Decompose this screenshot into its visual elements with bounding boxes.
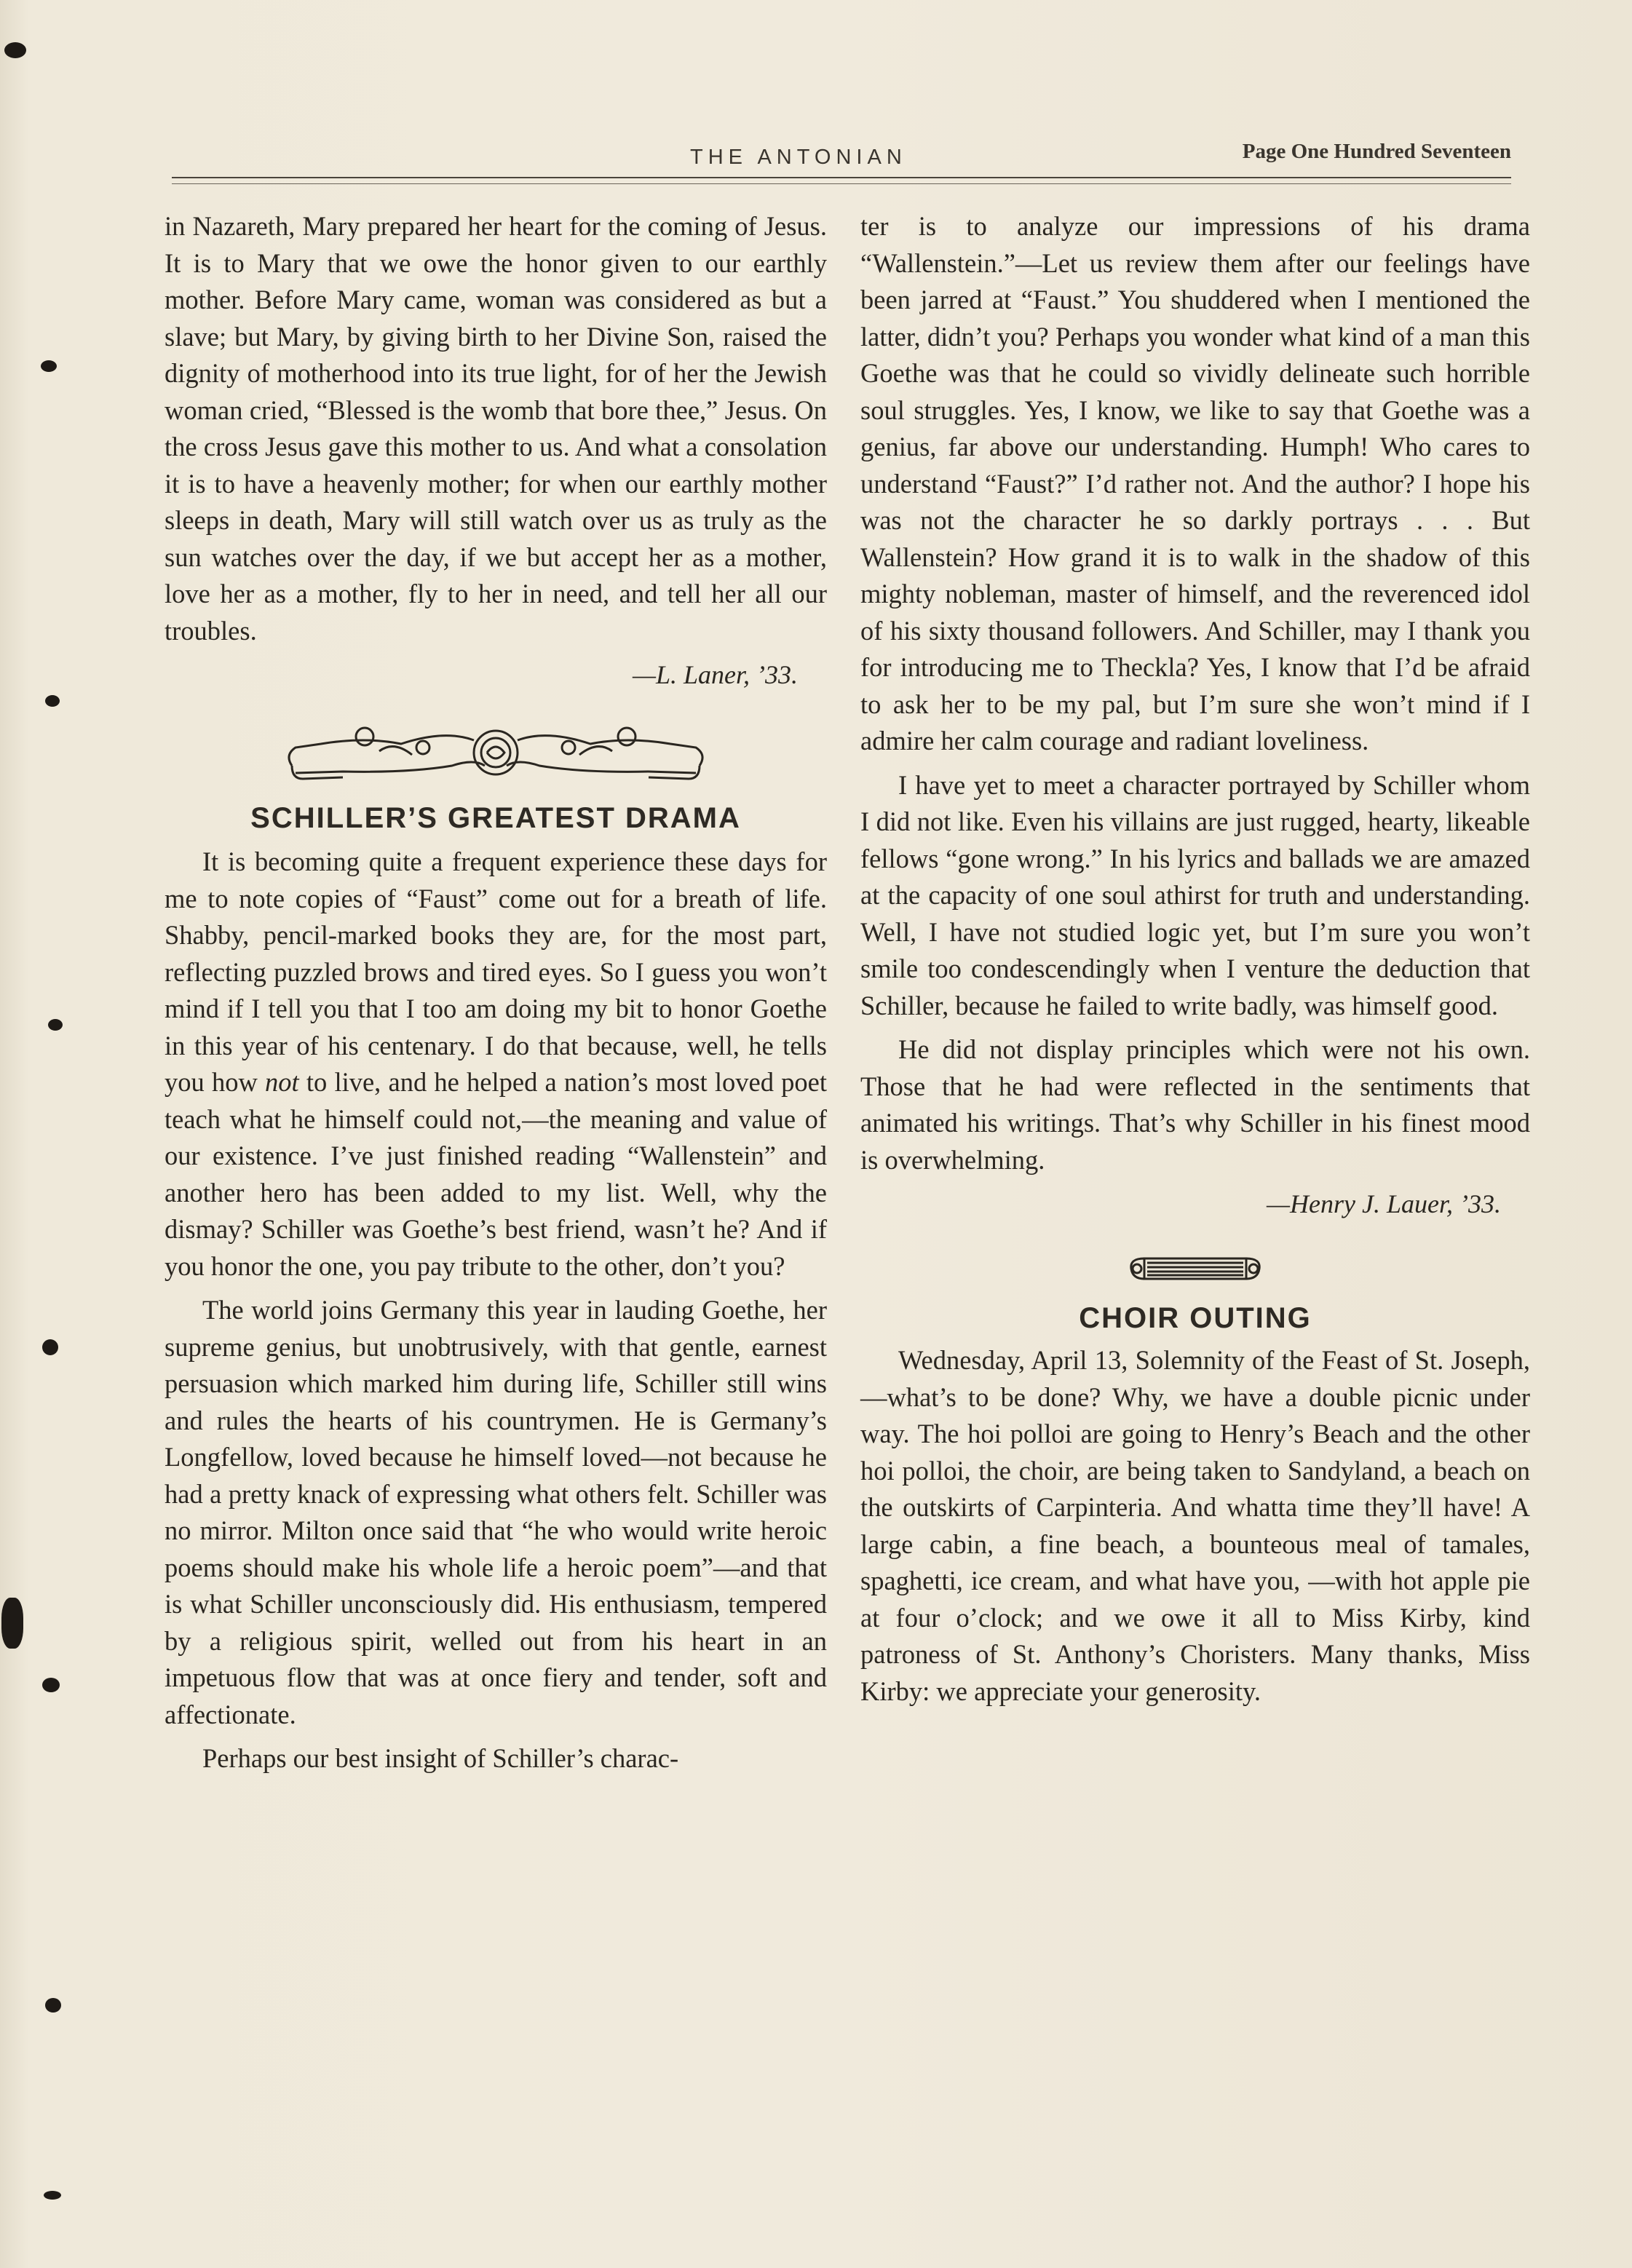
edge-mark xyxy=(45,1998,61,2013)
schiller-paragraph-3-start: Perhaps our best insight of Schiller’s charac- xyxy=(202,1743,679,1773)
intro-signature: —L. Laner, ’33. xyxy=(632,660,798,689)
left-column xyxy=(165,208,827,1777)
running-header xyxy=(172,137,1511,181)
schiller-paragraph-3-continued: ter is to analyze our impressions of his drama “Wallenstein.”—Let us review them after our feelings have been jarred at “Faust.” You shuddered when I mentioned the latter, didn’t you? Perhaps you wonder what kind of a man this Goethe was that he could so vividly delineate such horrible soul struggles. Yes, I know, we like to say that Goethe was a genius, far above our understanding. Humph! Who cares to understand “Faust?” I’d rather not. And the author? I hope his was not the character he so darkly portrays . . . But Wallenstein? How grand it is to walk in the shadow of this mighty nobleman, master of himself, and the reverenced idol of his sixty thousand followers. And Schiller, may I thank you for introducing me to Theckla? Yes, I know that I’d be afraid to ask her to be my pal, but I’m sure she won’t mind if I admire her calm courage and radiant loveliness. xyxy=(860,211,1530,756)
choir-paragraph: Wednesday, April 13, Solemnity of the Feast of St. Joseph,—what’s to be done? Why, we have a double picnic under way. The hoi polloi are going to Henry’s Beach and the other hoi polloi, the choir, are being taken to Sandyland, a beach on the outskirts of Carpinteria. And whatta time they’ll have! A large cabin, a fine beach, a bounteous meal of tamales, spaghetti, ice cream, and what have you, —with hot apple pie at four o’clock; and we owe it all to Miss Kirby, kind patroness of St. Anthony’s Choristers. Many thanks, Miss Kirby: we appreciate your generosity. xyxy=(860,1345,1530,1706)
schiller-heading: SCHILLER’S GREATEST DRAMA xyxy=(250,802,741,834)
edge-mark xyxy=(44,2191,61,2200)
header-rule-thin xyxy=(172,183,1511,184)
edge-mark xyxy=(48,1019,63,1031)
schiller-paragraph-1 xyxy=(165,844,827,1285)
right-column xyxy=(860,208,1530,1710)
edge-mark xyxy=(1,1598,23,1649)
edge-mark xyxy=(42,1678,60,1692)
schiller-paragraph-1-part-a: It is becoming quite a frequent experience these days for me to note copies of “Faust” come out for a breath of life. Shabby, pencil-marked books they are, for the most part, reflecting puzzled brows and tired eyes. So I guess you won’t mind if I tell you that I too am doing my bit to honor Goethe in this year of his centenary. I do that because, well, he tells you how xyxy=(165,846,827,1097)
ornament-graphic xyxy=(277,715,714,788)
intro-paragraph: in Nazareth, Mary prepared her heart for the coming of Jesus. It is to Mary that we owe the honor given to our earthly mother. Before Mary came, woman was considered as but a slave; but Mary, by giving birth to her Divine Son, raised the dignity of motherhood into its true light, for of her the Jewish woman cried, “Blessed is the womb that bore thee,” Jesus. On the cross Jesus gave this mother to us. And what a consolation it is to have a heavenly mother; for when our earthly mother sleeps in death, Mary will still watch over us as truly as the sun watches over the day, if we but accept her as a mother, love her as a mother, fly to her in need, and tell her all our troubles. xyxy=(165,211,827,646)
schiller-paragraph-1-emphasis: not xyxy=(265,1067,299,1097)
small-scroll-ornament xyxy=(860,1248,1530,1289)
header-rule xyxy=(172,177,1511,178)
schiller-paragraph-5: He did not display principles which were not his own. Those that he had were reflected in the sentiments that animated his writings. That’s why Schiller in his finest mood is overwhelming. xyxy=(860,1034,1530,1175)
schiller-paragraph-2: The world joins Germany this year in lauding Goethe, her supreme genius, but unobtrusively, with that gentle, earnest persuasion which marked him during life, Schiller still wins and rules the hearts of his countrymen. He is Germany’s Longfellow, loved because he himself loved—not because he had a pretty knack of expressing what others felt. Schiller was no mirror. Milton once said that “he who would write heroic poems should make his whole life a heroic poem”—and that is what Schiller unconsciously did. His enthusiasm, tempered by a religious spirit, welled out from his heart in an impetuous flow that was at once fiery and tender, soft and affectionate. xyxy=(165,1295,827,1729)
edge-mark xyxy=(41,360,57,372)
schiller-paragraph-1-part-b: to live, and he helped a nation’s most loved poet teach what he himself could not,—the meaning and value of our existence. I’ve just finished reading “Wallenstein” and another hero has been added to my list. Well, why the dismay? Schiller was Goethe’s best friend, wasn’t he? And if you honor the one, you pay tribute to the other, don’t you? xyxy=(165,1067,827,1281)
choir-heading: CHOIR OUTING xyxy=(1079,1302,1312,1334)
edge-mark xyxy=(4,42,26,58)
publication-title: THE ANTONIAN xyxy=(690,146,907,169)
edge-mark xyxy=(42,1339,58,1355)
schiller-paragraph-4: I have yet to meet a character portrayed by Schiller whom I did not like. Even his villains are just rugged, hearty, likeable fellows “gone wrong.” In his lyrics and ballads we are amazed at the capacity of one soul athirst for truth and understanding. Well, I have not studied logic yet, but I’m sure you won’t smile too condescendingly when I venture the deduction that Schiller, because he failed to write badly, was himself good. xyxy=(860,769,1530,1020)
edge-mark xyxy=(45,695,60,707)
ornament-graphic-small xyxy=(1122,1248,1268,1289)
page-number: Page One Hundred Seventeen xyxy=(1242,140,1511,163)
scroll-rose-ornament xyxy=(165,715,827,788)
schiller-signature: —Henry J. Lauer, ’33. xyxy=(1267,1189,1501,1218)
